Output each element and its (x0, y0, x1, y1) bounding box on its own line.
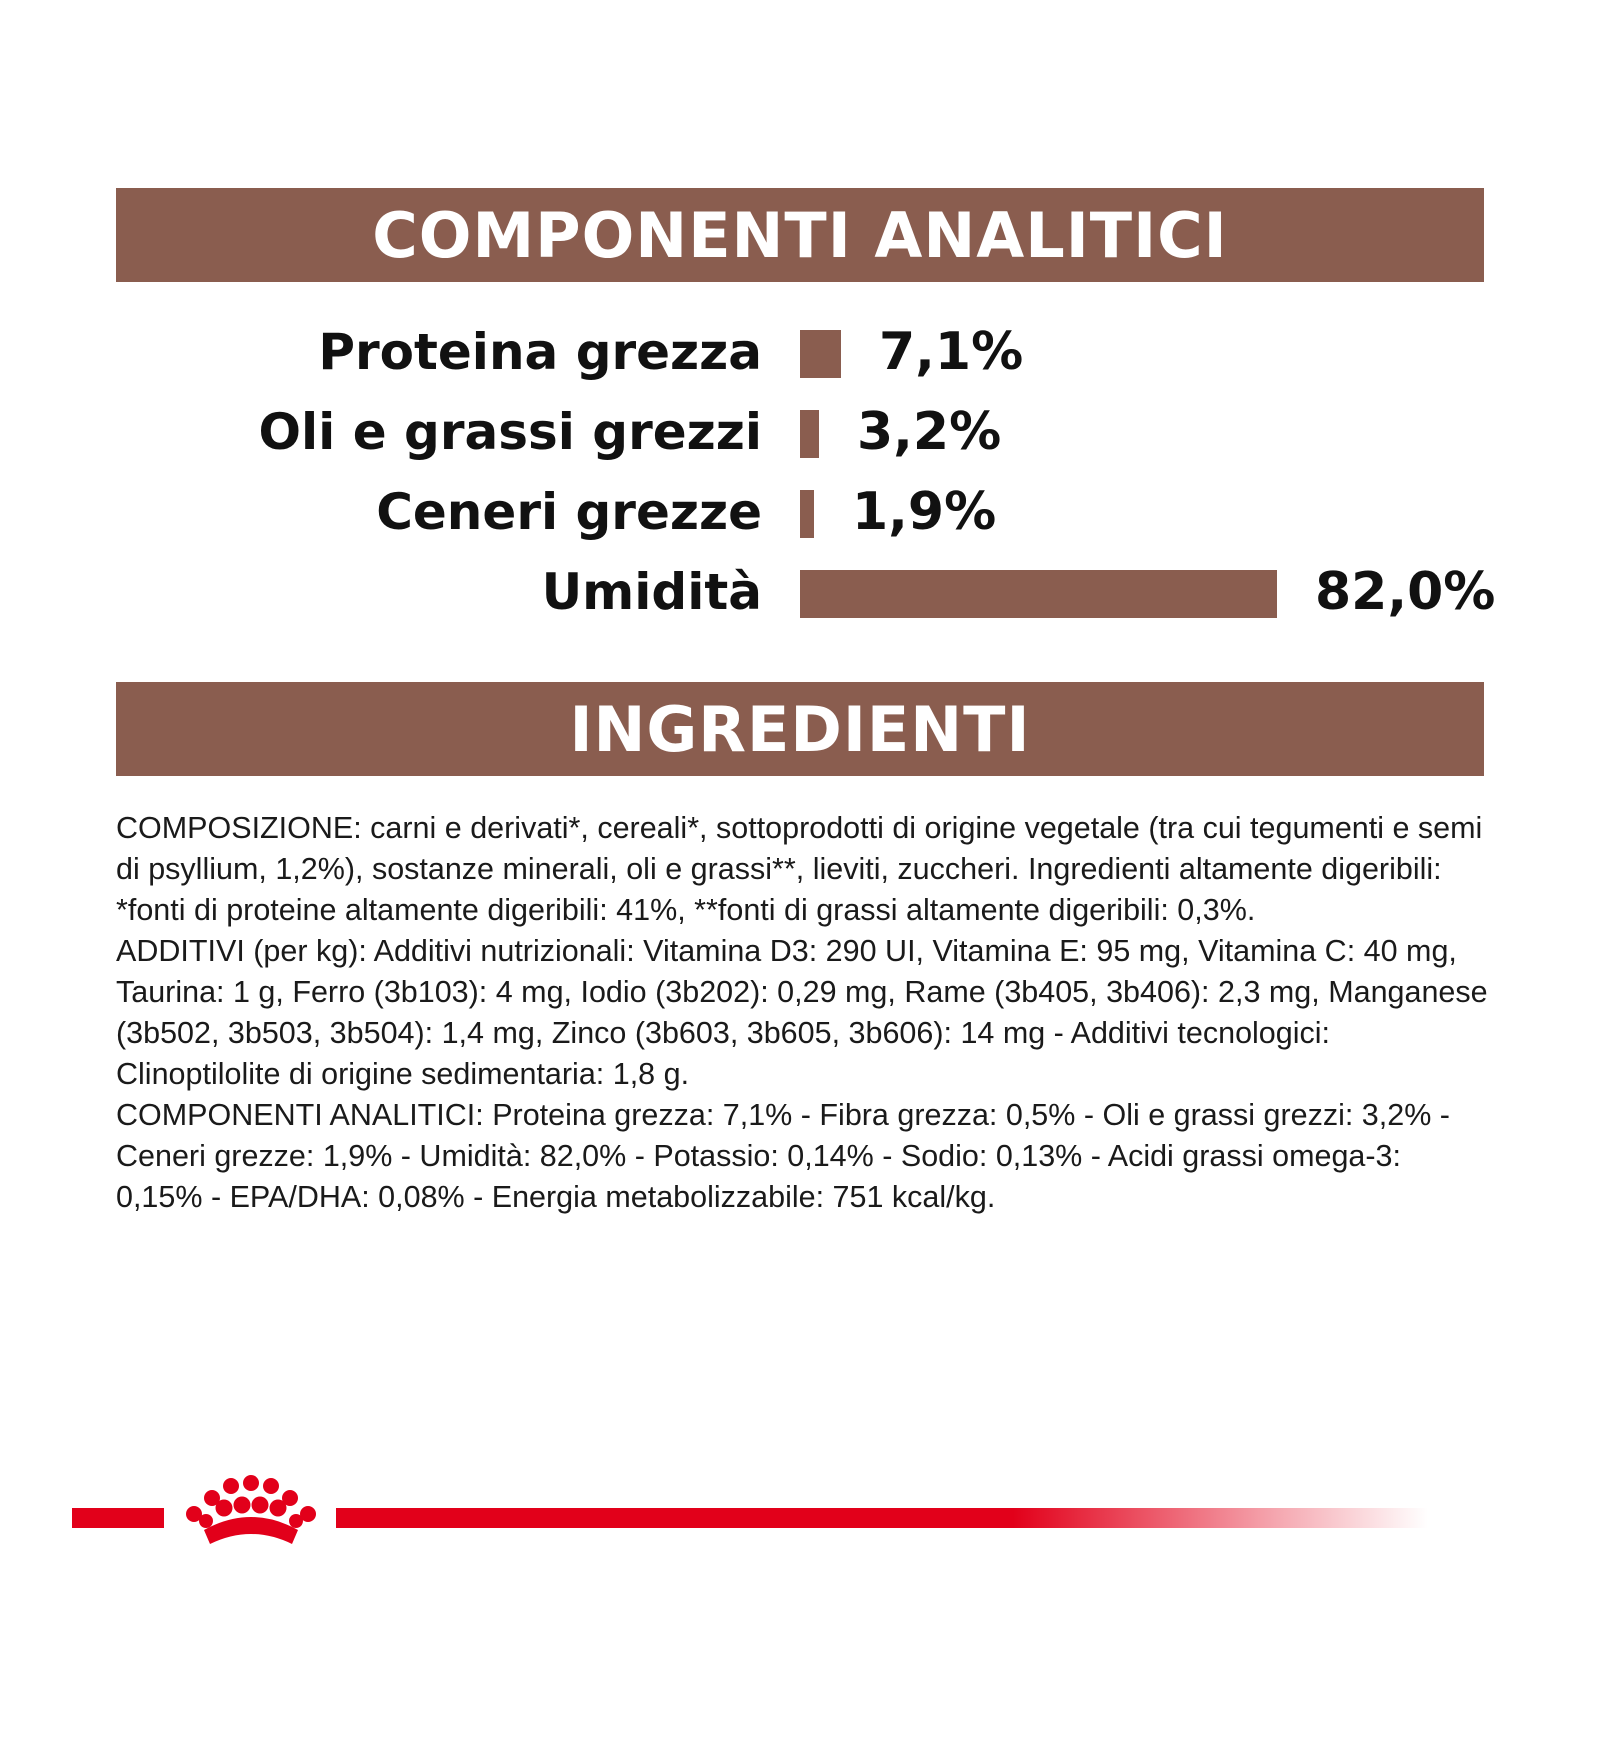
analytics-value: 7,1% (879, 322, 1024, 382)
analytics-value: 82,0% (1315, 562, 1496, 622)
composition-paragraph: COMPOSIZIONE: carni e derivati*, cereali*, sottoprodotti di origine vegetale (tra cui tegumenti e semi di psyllium, 1,2%), sostanze minerali, oli e grassi**, lieviti, zuccheri. Ingredienti altamente digeribili: *fonti di proteine altamente digeribili: 41%, **fonti di grassi altamente digeribili: 0,3%. (116, 811, 1483, 927)
analytics-row (0, 322, 1600, 382)
analytics-title: COMPONENTI ANALITICI (372, 198, 1228, 272)
analytical-paragraph: COMPONENTI ANALITICI: Proteina grezza: 7,1% - Fibra grezza: 0,5% - Oli e grassi grezzi: 3,2% - Ceneri grezze: 1,9% - Umidità: 82,0% - Potassio: 0,14% - Sodio: 0,13% - Acidi grassi omega-3: 0,15% - EPA/DHA: 0,08% - Energia metabolizzabile: 751 kcal/kg. (116, 1098, 1450, 1214)
footer-line-right (336, 1508, 1428, 1528)
analytics-bar (800, 490, 814, 538)
ingredients-text (116, 808, 1488, 1218)
royal-canin-crown-icon (174, 1474, 324, 1558)
analytics-value: 3,2% (857, 402, 1002, 462)
analytics-label: Oli e grassi grezzi (258, 403, 762, 461)
analytics-bar (800, 330, 841, 378)
analytics-row (0, 482, 1600, 542)
analytics-value: 1,9% (852, 482, 997, 542)
analytics-header (116, 188, 1484, 282)
analytics-row (0, 562, 1600, 622)
footer-line-left (72, 1508, 164, 1528)
analytics-label: Proteina grezza (318, 323, 762, 381)
analytics-bar (800, 570, 1277, 618)
additives-paragraph: ADDITIVI (per kg): Additivi nutrizionali: Vitamina D3: 290 UI, Vitamina E: 95 mg, Vitamina C: 40 mg, Taurina: 1 g, Ferro (3b103): 4 mg, Iodio (3b202): 0,29 mg, Rame (3b405, 3b406): 2,3 mg, Manganese (3b502, 3b503, 3b504): 1,4 mg, Zinco (3b603, 3b605, 3b606): 14 mg - Additivi tecnologici: Clinoptilolite di origine sedimentaria: 1,8 g. (116, 934, 1488, 1091)
ingredients-header (116, 682, 1484, 776)
analytics-label: Umidità (541, 563, 762, 621)
analytics-row (0, 402, 1600, 462)
analytics-bar (800, 410, 819, 458)
analytics-label: Ceneri grezze (376, 483, 762, 541)
ingredients-title: INGREDIENTI (569, 692, 1031, 766)
